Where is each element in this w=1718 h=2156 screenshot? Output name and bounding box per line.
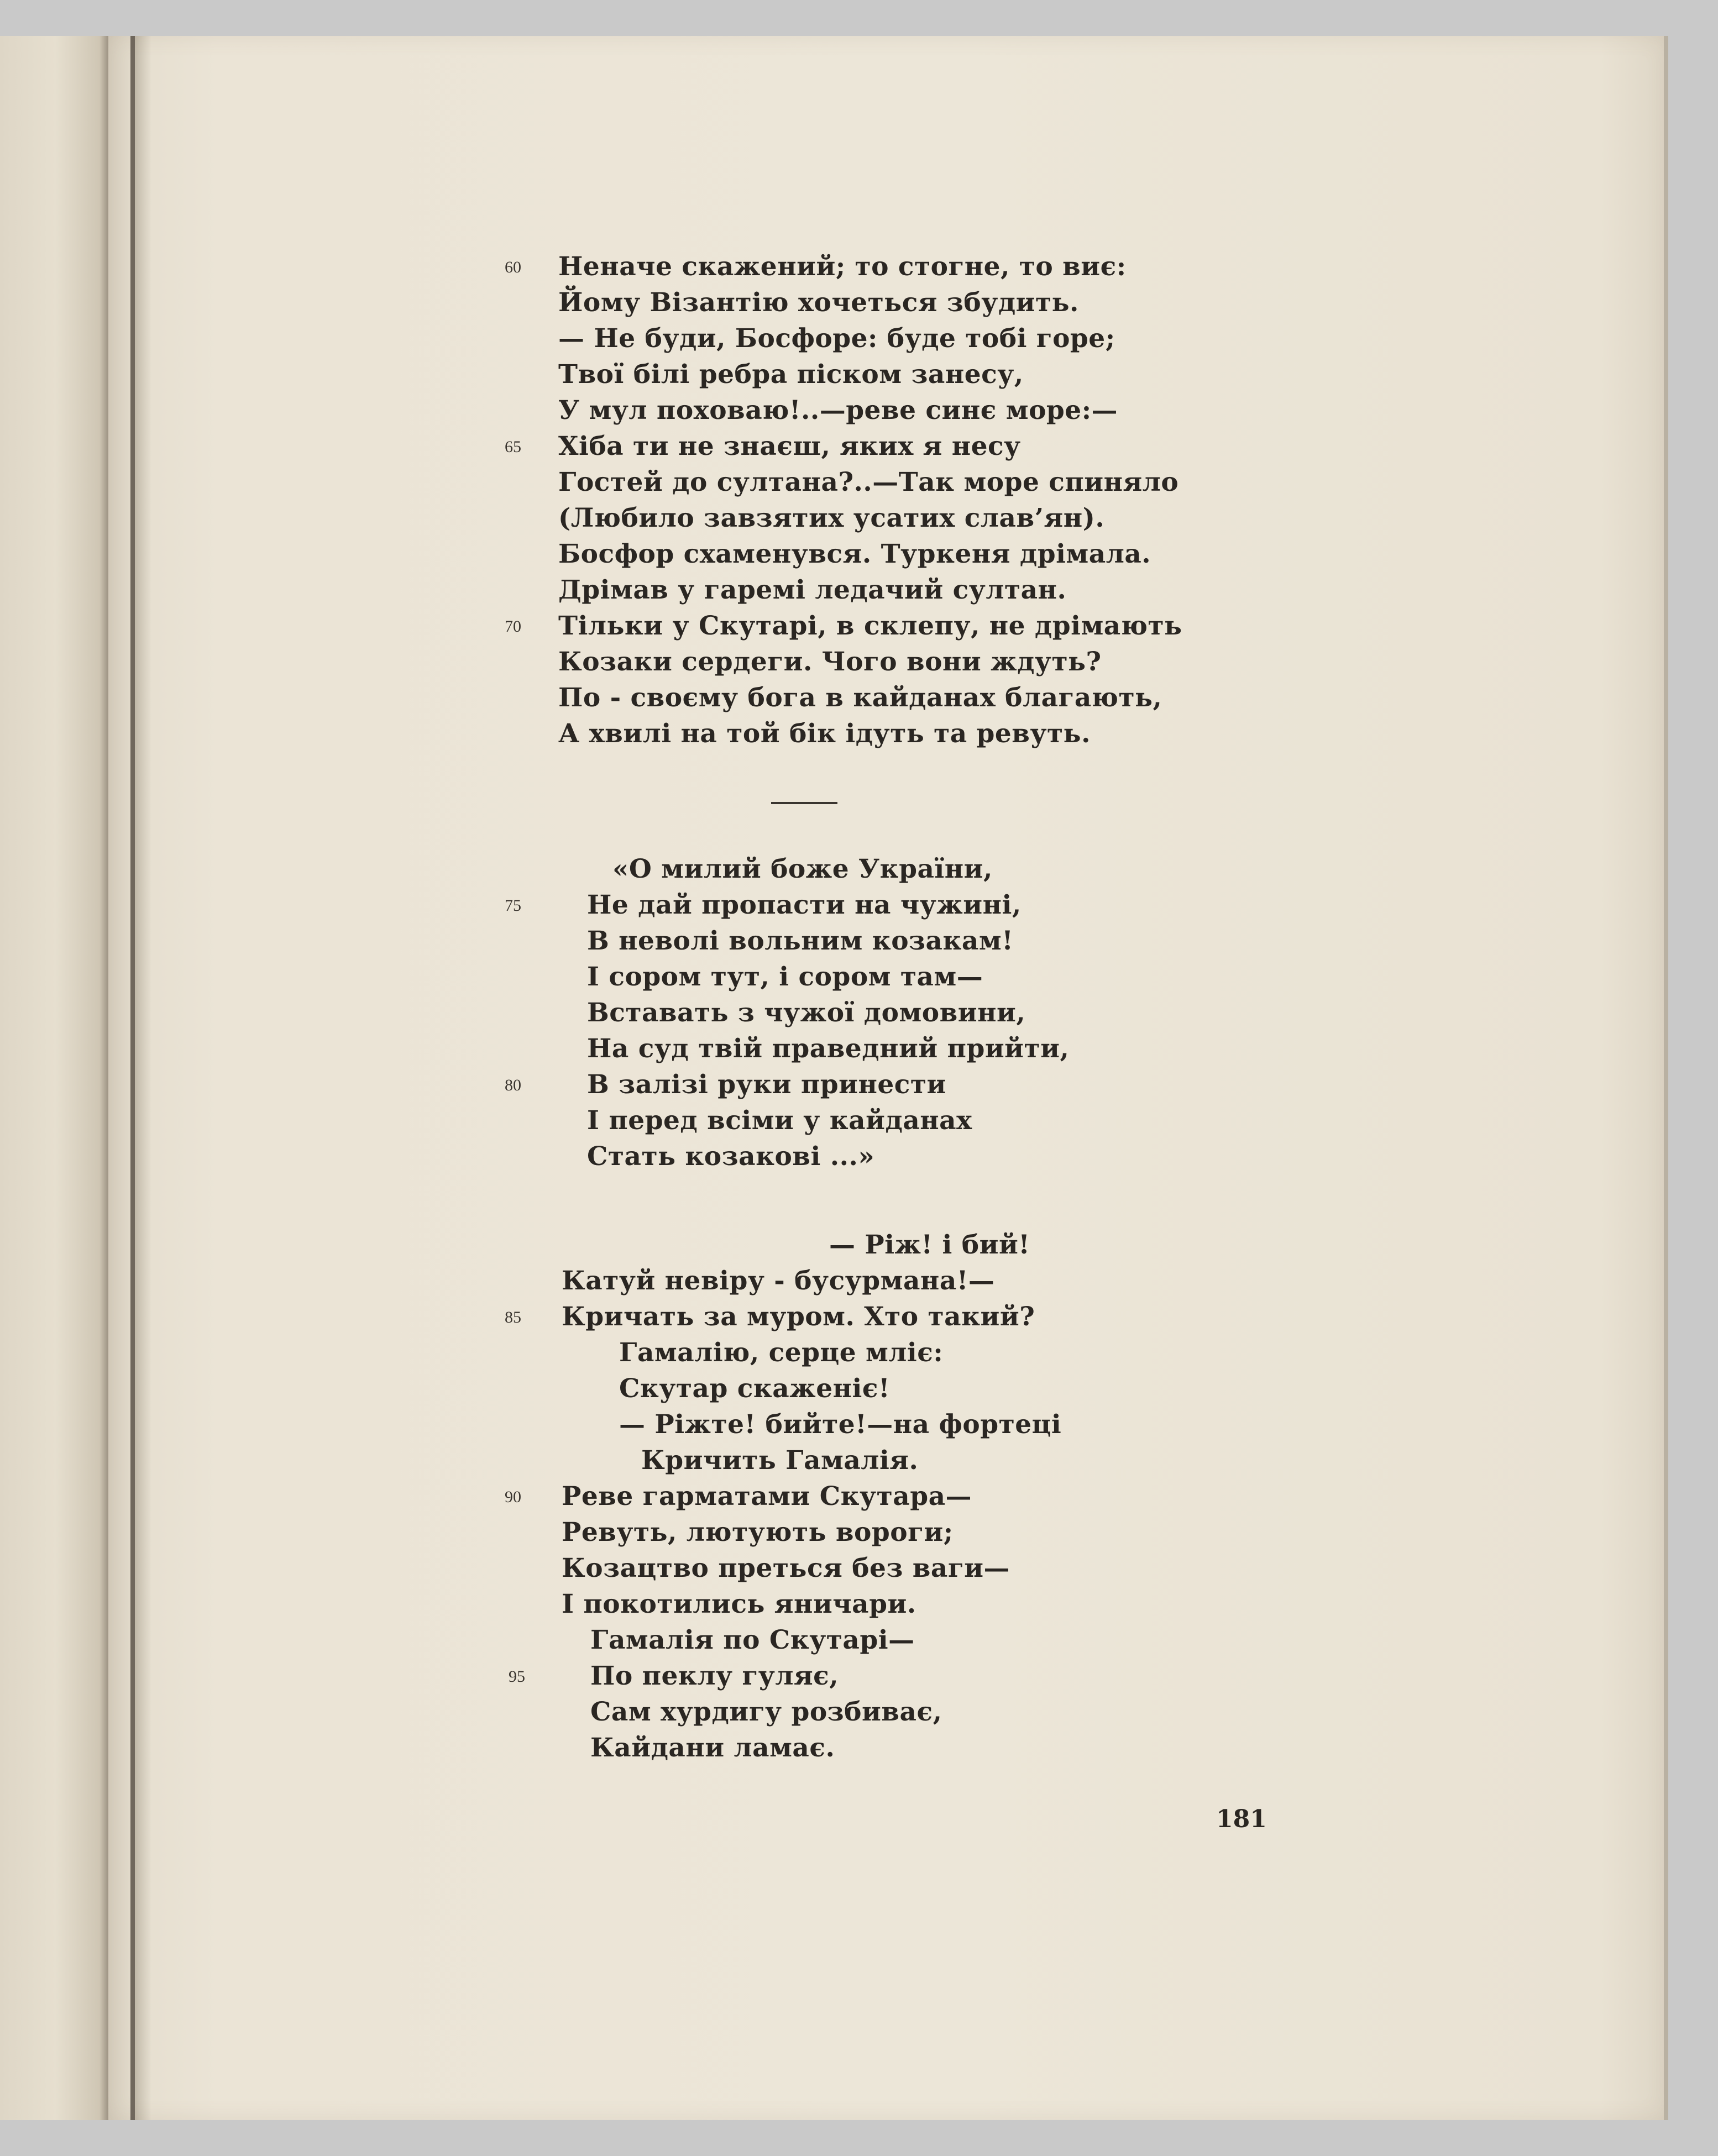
verse-line: Гамалію, серце мліє: (619, 1337, 944, 1368)
verse-line: Хіба ти не знаєш, яких я несу (558, 431, 1021, 461)
verse-line: В залізі руки принести (587, 1069, 946, 1100)
verse-line: Козаки сердеги. Чого вони ждуть? (558, 647, 1102, 677)
verse-line: «О милий боже України, (612, 854, 993, 884)
verse-line: — Ріж! і бий! (829, 1230, 1030, 1260)
verse-line: І покотились яничари. (562, 1589, 916, 1619)
verse-line: — Ріжте! бийте!—на фортеці (619, 1409, 1062, 1440)
verse-line: Скутар скаженіє! (619, 1373, 891, 1404)
verse-line: Йому Візантію хочеться збудить. (558, 287, 1079, 318)
verse-line: В неволі вольним козакам! (587, 926, 1014, 956)
verse-line: На суд твій праведний прийти, (587, 1034, 1070, 1064)
verse-line: Гамалія по Скутарі— (590, 1625, 915, 1655)
verse-line: Тільки у Скутарі, в склепу, не дрімають (558, 611, 1182, 641)
section-divider (771, 802, 837, 804)
verse-line: Гостей до султана?..—Так море спиняло (558, 467, 1179, 497)
verse-line: Сам хурдигу розбиває, (590, 1697, 942, 1727)
verse-line: Реве гарматами Скутара— (562, 1481, 972, 1512)
line-number: 95 (509, 1667, 525, 1686)
verse-line: Кайдани ламає. (590, 1733, 835, 1763)
verse-line: Неначе скажений; то стогне, то виє: (558, 251, 1127, 282)
verse-line: А хвилі на той бік ідуть та ревуть. (558, 718, 1091, 749)
verse-line: І сором тут, і сором там— (587, 962, 983, 992)
verse-line: У мул поховаю!..—реве синє море:— (558, 395, 1118, 426)
verse-line: (Любило завзятих усатих слав’ян). (558, 503, 1105, 533)
verse-line: Ревуть, лютують вороги; (562, 1517, 954, 1548)
verse-line: Кричать за муром. Хто такий? (562, 1302, 1035, 1332)
line-number: 65 (505, 438, 521, 456)
verse-line: По - своєму бога в кайданах благають, (558, 683, 1162, 713)
verse-line: Дрімав у гаремі ледачий султан. (558, 575, 1067, 605)
verse-line: Катуй невіру - бусурмана!— (562, 1266, 995, 1296)
line-number: 80 (505, 1076, 521, 1094)
line-number: 85 (505, 1308, 521, 1326)
verse-line: Кричить Гамалія. (641, 1445, 919, 1476)
verse-line: І перед всіми у кайданах (587, 1105, 972, 1136)
line-number: 75 (505, 896, 521, 915)
verse-line: Босфор схаменувся. Туркеня дрімала. (558, 539, 1151, 569)
verse-line: Стать козакові ...» (587, 1141, 875, 1172)
verse-line: По пеклу гуляє, (590, 1661, 839, 1691)
line-number: 60 (505, 258, 521, 276)
page-number: 181 (1216, 1805, 1267, 1833)
verse-line: Не дай пропасти на чужині, (587, 890, 1022, 920)
verse-line: — Не буди, Босфоре: буде тобі горе; (558, 323, 1115, 354)
line-number: 90 (505, 1488, 521, 1506)
verse-line: Вставать з чужої домовини, (587, 998, 1026, 1028)
line-number: 70 (505, 617, 521, 636)
verse-line: Твої білі ребра піском занесу, (558, 359, 1024, 390)
verse-line: Козацтво преться без ваги— (562, 1553, 1010, 1583)
